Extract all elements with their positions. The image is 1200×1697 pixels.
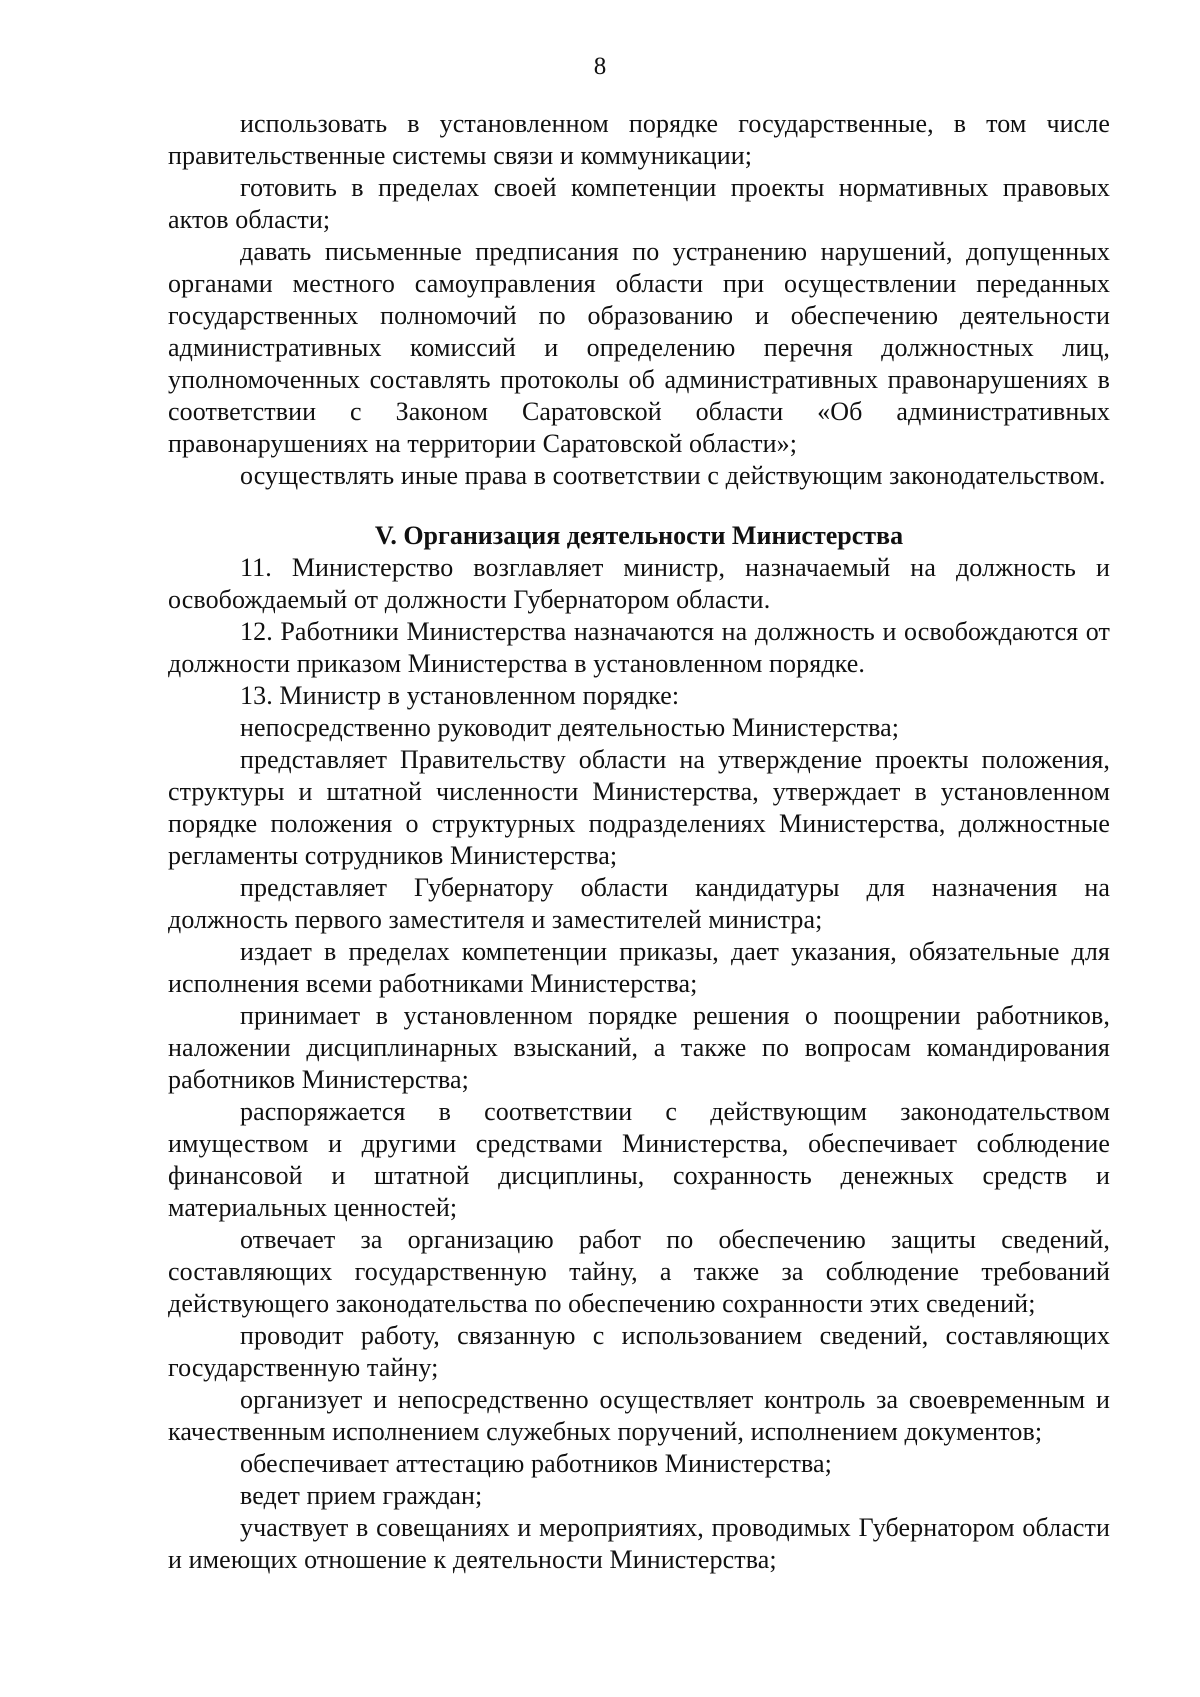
paragraph: организует и непосредственно осуществляет контроль за своевременным и качественным исполнением служебных поручений, исполнением документов; <box>168 1385 1110 1446</box>
paragraph: проводит работу, связанную с использованием сведений, составляющих государственную тайну; <box>168 1321 1110 1382</box>
paragraph: 11. Министерство возглавляет министр, назначаемый на должность и освобождаемый от должности Губернатором области. <box>168 553 1110 614</box>
paragraph: использовать в установленном порядке государственные, в том числе правительственные системы связи и коммуникации; <box>168 109 1110 170</box>
paragraph: представляет Правительству области на утверждение проекты положения, структуры и штатной численности Министерства, утверждает в установленном порядке положения о структурных подразделениях Министерства, должностные регламенты сотрудников Министерства; <box>168 745 1110 870</box>
paragraph: представляет Губернатору области кандидатуры для назначения на должность первого заместителя и заместителей министра; <box>168 873 1110 934</box>
paragraph: давать письменные предписания по устранению нарушений, допущенных органами местного самоуправления области при осуществлении переданных государственных полномочий по образованию и обеспечению деятельности административных комиссий и определению перечня должностных лиц, уполномоченных составлять протоколы об административных правонарушениях в соответствии с Законом Саратовской области «Об административных правонарушениях на территории Саратовской области»; <box>168 237 1110 458</box>
paragraph: участвует в совещаниях и мероприятиях, проводимых Губернатором области и имеющих отношение к деятельности Министерства; <box>168 1513 1110 1574</box>
paragraph: ведет прием граждан; <box>240 1481 483 1510</box>
paragraph: принимает в установленном порядке решения о поощрении работников, наложении дисциплинарных взысканий, а также по вопросам командирования работников Министерства; <box>168 1001 1110 1094</box>
paragraph: осуществлять иные права в соответствии с действующим законодательством. <box>240 461 1106 490</box>
paragraph: 13. Министр в установленном порядке: <box>240 681 680 710</box>
paragraph: распоряжается в соответствии с действующим законодательством имуществом и другими средствами Министерства, обеспечивает соблюдение финансовой и штатной дисциплины, сохранность денежных средств и материальных ценностей; <box>168 1097 1110 1222</box>
paragraph: обеспечивает аттестацию работников Министерства; <box>240 1449 832 1478</box>
paragraph: отвечает за организацию работ по обеспечению защиты сведений, составляющих государственную тайну, а также за соблюдение требований действующего законодательства по обеспечению сохранности этих сведений; <box>168 1225 1110 1318</box>
paragraph: готовить в пределах своей компетенции проекты нормативных правовых актов области; <box>168 173 1110 234</box>
page-number: 8 <box>593 53 607 80</box>
paragraph: издает в пределах компетенции приказы, дает указания, обязательные для исполнения всеми работниками Министерства; <box>168 937 1110 998</box>
document-body <box>168 108 1110 1576</box>
section-heading: V. Организация деятельности Министерства <box>374 521 904 550</box>
paragraph: непосредственно руководит деятельностью Министерства; <box>240 713 900 742</box>
paragraph: 12. Работники Министерства назначаются на должность и освобождаются от должности приказом Министерства в установленном порядке. <box>168 617 1110 678</box>
